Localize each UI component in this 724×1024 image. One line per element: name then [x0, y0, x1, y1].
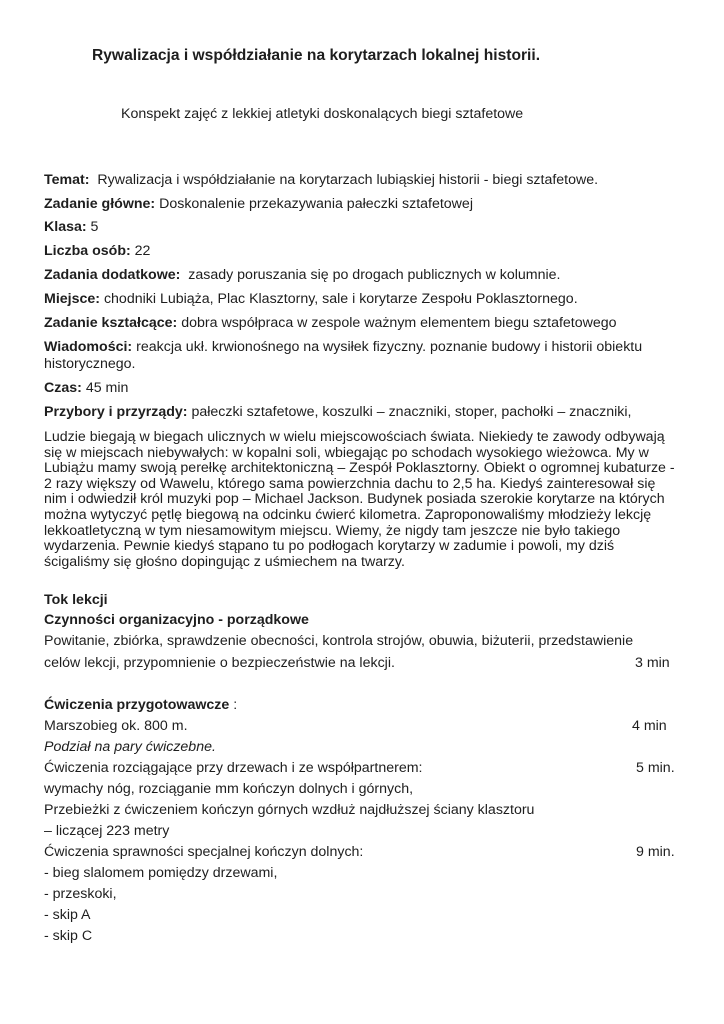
intro-line: można wytyczyć pętlę biegową na odcinku ćwierć kilometra. Zaproponowaliśmy młodzieży lekcję [44, 506, 652, 523]
field-value: Rywalizacja i współdziałanie na korytarzach lubiąskiej historii - biegi sztafetowe. [97, 172, 599, 188]
field-label: Temat: [44, 172, 90, 188]
field-value: 5 [90, 219, 99, 235]
prep-heading-text: Ćwiczenia przygotowawcze [44, 697, 230, 713]
field-wiadomosci-cont: historycznego. [44, 356, 136, 372]
wymachy: wymachy nóg, rozciąganie mm kończyn dolnych i górnych, [44, 781, 414, 797]
prep-heading [44, 697, 237, 714]
przeskoki: - przeskoki, [44, 886, 117, 902]
field-czas [44, 380, 128, 397]
field-liczba-osob [44, 243, 150, 260]
intro-line: 2 razy większy od Wawelu, którego sama powierzchnia dachu to 2,5 ha. Kiedyś zainteresował się [44, 475, 656, 492]
bieg-slalomem: - bieg slalomem pomiędzy drzewami, [44, 865, 278, 881]
marszobieg: Marszobieg ok. 800 m. [44, 718, 188, 734]
sprawnosc: Ćwiczenia sprawności specjalnej kończyn dolnych: [44, 844, 364, 860]
document-subtitle: Konspekt zajęć z lekkiej atletyki doskonalących biegi sztafetowe [121, 106, 524, 122]
field-label: Klasa: [44, 219, 87, 235]
field-label: Czas: [44, 380, 82, 396]
org-heading: Czynności organizacyjno - porządkowe [44, 612, 309, 628]
intro-line: się w miejscach niebywałych: w kopalni soli, wbiegając po schodach wysokiego wieżowca. My w [44, 444, 649, 461]
tok-heading: Tok lekcji [44, 592, 108, 608]
org-line-1: Powitanie, zbiórka, sprawdzenie obecności, kontrola strojów, obuwia, biżuterii, przedstawienie [44, 633, 634, 649]
field-value: chodniki Lubiąża, Plac Klasztorny, sale i korytarze Zespołu Poklasztornego. [103, 291, 578, 307]
field-zadanie-glowne [44, 196, 473, 213]
field-value: dobra współpraca w zespole ważnym elementem biegu sztafetowego [181, 315, 617, 331]
org-line-2: celów lekcji, przypomnienie o bezpieczeństwie na lekcji. [44, 655, 395, 671]
intro-line: Lubiążu mamy swoją perełkę architektoniczną – Zespół Poklasztorny. Obiekt o ogromnej kubaturze - [44, 460, 675, 477]
liczacej: – liczącej 223 metry [44, 823, 170, 839]
podzial-par: Podział na pary ćwiczebne. [44, 739, 216, 755]
field-value: Doskonalenie przekazywania pałeczki sztafetowej [159, 196, 473, 212]
field-value: pałeczki sztafetowe, koszulki – znaczniki, stoper, pachołki – znaczniki, [191, 404, 632, 420]
marszobieg-time: 4 min [632, 718, 667, 734]
intro-line: wydarzenia. Pewnie kiedyś stąpano tu po podłogach korytarzy w zadumie i powoli, my dziś [44, 538, 615, 555]
intro-line: ścigaliśmy się głośno dopingując z uśmiechem na twarzy. [44, 553, 405, 570]
field-label: Liczba osób: [44, 243, 131, 259]
field-label: Zadania dodatkowe: [44, 267, 181, 283]
skip-c: - skip C [44, 928, 93, 944]
intro-line: nim i odwiedził król muzyki pop – Michael Jackson. Budynek posiada szerokie korytarze na których [44, 491, 665, 508]
field-miejsce [44, 291, 578, 308]
field-klasa [44, 219, 98, 236]
intro-line: lekkoatletyczną w tym niesamowitym miejscu. Wiemy, że nigdy tam jeszcze nie było takiego [44, 522, 621, 539]
field-label: Zadanie główne: [44, 196, 156, 212]
sprawnosc-time: 9 min. [636, 844, 675, 860]
intro-line: Ludzie biegają w biegach ulicznych w wielu miejscowościach świata. Niekiedy te zawody odbywają [44, 429, 665, 445]
field-label: Zadanie kształcące: [44, 315, 178, 331]
skip-a: - skip A [44, 907, 91, 923]
rozciaganie-time: 5 min. [636, 760, 675, 776]
intro-paragraph [44, 430, 704, 570]
field-temat [44, 172, 598, 189]
field-przybory [44, 404, 631, 421]
rozciaganie: Ćwiczenia rozciągające przy drzewach i ze współpartnerem: [44, 760, 423, 776]
field-label: Miejsce: [44, 291, 100, 307]
field-label: Przybory i przyrządy: [44, 404, 188, 420]
field-value: 45 min [85, 380, 129, 396]
field-value: 22 [134, 243, 151, 259]
document-title: Rywalizacja i współdziałanie na korytarzach lokalnej historii. [92, 47, 541, 64]
prep-heading-colon: : [229, 697, 238, 713]
przebiezki: Przebieżki z ćwiczeniem kończyn górnych wzdłuż najdłuższej ściany klasztoru [44, 802, 535, 818]
field-value: reakcja ukł. krwionośnego na wysiłek fizyczny. poznanie budowy i historii obiektu [136, 339, 643, 355]
field-zadanie-ksztalcace [44, 315, 617, 332]
field-value: zasady poruszania się po drogach publicznych w kolumnie. [188, 267, 561, 283]
org-time: 3 min [635, 655, 670, 671]
field-label: Wiadomości: [44, 339, 133, 355]
field-wiadomosci [44, 339, 642, 356]
field-zadania-dodatkowe [44, 267, 561, 284]
